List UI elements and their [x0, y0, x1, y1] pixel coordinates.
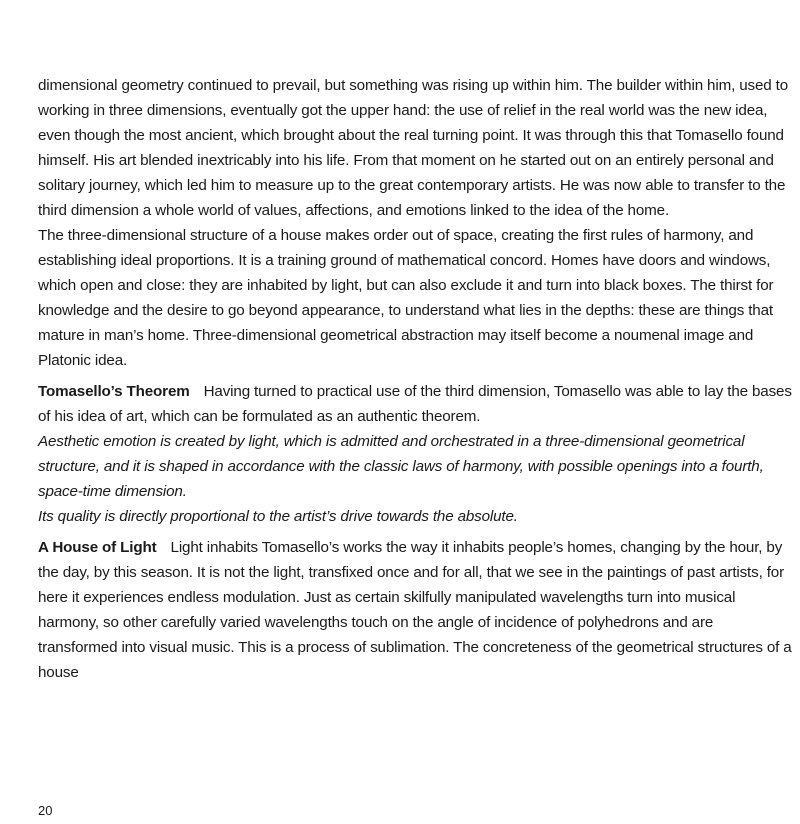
section-heading-house-of-light: A House of Light: [38, 539, 157, 556]
section-heading-theorem: Tomasello’s Theorem: [38, 383, 190, 400]
theorem-statement: Aesthetic emotion is created by light, which is admitted and orchestrated in a three-dimensional geometrical structure, and it is shaped in accordance with the classic laws of harmony, with possible openings into a fourth, space-time dimension.: [38, 433, 764, 500]
theorem-intro-text: Having turned to practical use of the third dimension, Tomasello was able to lay the bases of his idea of art, which can be formulated as an authentic theorem.: [38, 383, 792, 425]
house-of-light-text: Light inhabits Tomasello’s works the way it inhabits people’s homes, changing by the hour, by the day, by this season. It is not the light, transfixed once and for all, that we see in the paintings of past artists, for here it experiences endless modulation. Just as certain skilfully manipulated wavelengths turn into musical harmony, so other carefully varied wavelengths touch on the angle of incidence of polyhedrons and are transformed into visual music. This is a process of sublimation. The concreteness of the geometrical structures of a house: [38, 539, 792, 681]
page-number: 20: [38, 803, 53, 818]
paragraph-theorem: [38, 379, 792, 429]
paragraph-geometry: dimensional geometry continued to prevail, but something was rising up within him. The builder within him, used to working in three dimensions, eventually got the upper hand: the use of relief in the real world was the new idea, even though the most ancient, which brought about the real turning point. It was through this that Tomasello found himself. His art blended inextricably into his life. From that moment on he started out on an entirely personal and solitary journey, which led him to measure up to the great contemporary artists. He was now able to transfer to the third dimension a whole world of values, affections, and emotions linked to the idea of the home.: [38, 77, 788, 219]
paragraph-house-structure: The three-dimensional structure of a house makes order out of space, creating the first rules of harmony, and establishing ideal proportions. It is a training ground of mathematical concord. Homes have doors and windows, which open and close: they are inhabited by light, but can also exclude it and turn into black boxes. The thirst for knowledge and the desire to go beyond appearance, to understand what lies in the depths: these are things that mature in man’s home. Three-dimensional geometrical abstraction may itself become a noumenal image and Platonic idea.: [38, 227, 774, 369]
document-body: [38, 73, 792, 685]
theorem-corollary: Its quality is directly proportional to the artist’s drive towards the absolute.: [38, 508, 518, 525]
paragraph-house-of-light: [38, 535, 792, 685]
